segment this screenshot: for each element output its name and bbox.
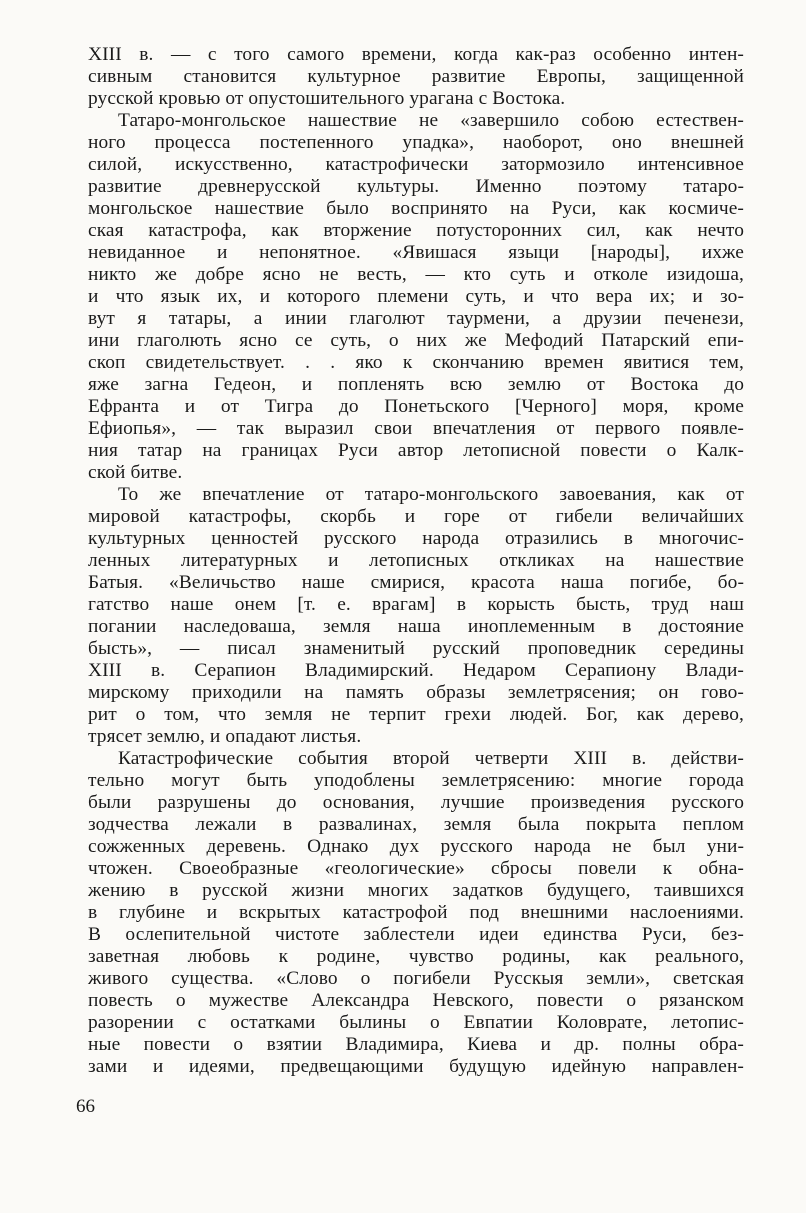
text-line: повесть о мужестве Александра Невского, повести о рязанском: [88, 990, 744, 1011]
text-line: жению в русской жизни многих задатков будущего, таившихся: [88, 880, 744, 901]
body-text: [88, 44, 744, 1078]
text-line: ская катастрофа, как вторжение потусторонних сил, как нечто: [88, 220, 744, 241]
text-line: силой, искусственно, катастрофически затормозило интенсивное: [88, 154, 744, 175]
text-line: сивным становится культурное развитие Европы, защищенной: [88, 66, 744, 87]
text-line: вут я татары, а инии глаголют таурмени, а друзии печенези,: [88, 308, 744, 329]
text-line: То же впечатление от татаро-монгольского завоевания, как от: [118, 484, 744, 505]
text-line: яже загна Гедеон, и попленять всю землю от Востока до: [88, 374, 744, 395]
text-line: развитие древнерусской культуры. Именно поэтому татаро-: [88, 176, 744, 197]
text-line: В ослепительной чистоте заблестели идеи единства Руси, без-: [88, 924, 744, 945]
text-line: Ефиопья», — так выразил свои впечатления от первого появле-: [88, 418, 744, 439]
text-line: ного процесса постепенного упадка», наоборот, оно внешней: [88, 132, 744, 153]
text-line: тельно могут быть уподоблены землетрясению: многие города: [88, 770, 744, 791]
text-line: XIII в. — с того самого времени, когда как-раз особенно интен-: [88, 44, 744, 65]
text-line: ленных литературных и летописных откликах на нашествие: [88, 550, 744, 571]
text-line: гатство наше онем [т. е. врагам] в корысть бысть, труд наш: [88, 594, 744, 615]
text-line: погании наследоваша, земля наша иноплеменным в достояние: [88, 616, 744, 637]
text-line: никто же добре ясно не весть, — кто суть и отколе изидоша,: [88, 264, 744, 285]
text-line: рит о том, что земля не терпит грехи людей. Бог, как дерево,: [88, 704, 744, 725]
text-line: заветная любовь к родине, чувство родины, как реального,: [88, 946, 744, 967]
text-line: зодчества лежали в развалинах, земля была покрыта пеплом: [88, 814, 744, 835]
text-line: зами и идеями, предвещающими будущую идейную направлен-: [88, 1056, 744, 1077]
text-line: ини глаголють ясно се суть, о них же Мефодий Патарский епи-: [88, 330, 744, 351]
text-line: ской битве.: [88, 462, 183, 483]
text-line: XIII в. Серапион Владимирский. Недаром Серапиону Влади-: [88, 660, 744, 681]
text-line: ные повести о взятии Владимира, Киева и др. полны обра-: [88, 1034, 744, 1055]
text-line: культурных ценностей русского народа отразились в многочис-: [88, 528, 744, 549]
text-line: и что язык их, и которого племени суть, и что вера их; и зо-: [88, 286, 744, 307]
page-number: 66: [76, 1096, 95, 1117]
text-line: Батыя. «Величьство наше смирися, красота наша погибе, бо-: [88, 572, 744, 593]
text-line: бысть», — писал знаменитый русский проповедник середины: [88, 638, 744, 659]
text-line: русской кровью от опустошительного урагана с Востока.: [88, 88, 566, 109]
text-line: невиданное и непонятное. «Явишася языци [народы], ихже: [88, 242, 744, 263]
text-line: мирскому приходили на память образы землетрясения; он гово-: [88, 682, 744, 703]
text-line: сожженных деревень. Однако дух русского народа не был уни-: [88, 836, 744, 857]
text-line: в глубине и вскрытых катастрофой под внешними наслоениями.: [88, 902, 744, 923]
text-line: Татаро-монгольское нашествие не «завершило собою естествен-: [118, 110, 744, 131]
text-line: были разрушены до основания, лучшие произведения русского: [88, 792, 744, 813]
text-line: чтожен. Своеобразные «геологические» сбросы повели к обна-: [88, 858, 744, 879]
text-line: мировой катастрофы, скорбь и горе от гибели величайших: [88, 506, 744, 527]
text-line: скоп свидетельствует. . . яко к скончанию времен явитися тем,: [88, 352, 744, 373]
text-line: монгольское нашествие было воспринято на Руси, как космиче-: [88, 198, 744, 219]
text-line: ния татар на границах Руси автор летописной повести о Калк-: [88, 440, 744, 461]
text-line: трясет землю, и опадают листья.: [88, 726, 362, 747]
text-line: Ефранта и от Тигра до Понетьского [Черного] моря, кроме: [88, 396, 744, 417]
text-line: Катастрофические события второй четверти XIII в. действи-: [118, 748, 744, 769]
text-line: живого существа. «Слово о погибели Русскыя земли», светская: [88, 968, 744, 989]
text-line: разорении с остатками былины о Евпатии Коловрате, летопис-: [88, 1012, 744, 1033]
